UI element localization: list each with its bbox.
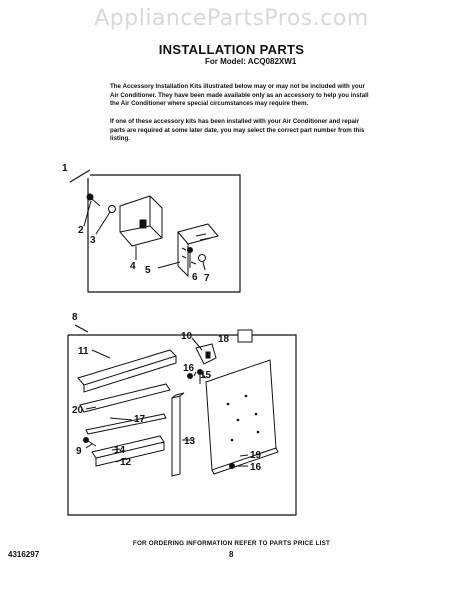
callout-4: 4: [130, 261, 136, 272]
callout-18: 18: [218, 334, 230, 345]
callout-3: 3: [90, 235, 96, 246]
intro-paragraph-2: If one of these accessory kits has been installed with your Air Conditioner and repair parts are required at some later date, you may select the correct part number from this listing.: [110, 118, 365, 143]
callout-14: 14: [114, 445, 126, 456]
callout-1: 1: [62, 163, 68, 174]
model-line: For Model: ACQ082XW1: [205, 57, 297, 66]
callout-12: 12: [120, 457, 132, 468]
callout-16b: 16: [250, 462, 262, 473]
page-title: INSTALLATION PARTS: [158, 42, 305, 57]
callout-13: 13: [184, 436, 196, 447]
callout-9: 9: [76, 446, 82, 457]
callout-19: 19: [250, 450, 262, 461]
callout-10: 10: [181, 331, 193, 342]
callout-2: 2: [78, 225, 84, 236]
callout-6: 6: [192, 272, 198, 283]
callout-5: 5: [145, 265, 151, 276]
watermark: AppliancePartsPros.com: [94, 6, 369, 31]
callout-17: 17: [134, 414, 146, 425]
footer-note: FOR ORDERING INFORMATION REFER TO PARTS PRICE LIST: [132, 540, 331, 547]
document-number: 4316297: [8, 550, 40, 559]
kit-8-parts: [78, 330, 278, 476]
callout-7: 7: [204, 273, 210, 284]
kit-1-parts: [84, 194, 218, 276]
callout-16a: 16: [183, 363, 195, 374]
callout-20: 20: [72, 405, 84, 416]
page-number: 8: [229, 550, 234, 559]
intro-paragraph-1: The Accessory Installation Kits illustrated below may or may not be included with your Air Conditioner. They have been made available only as an accessory to help you install the Air Conditioner where special circumstances may require them.: [110, 83, 369, 108]
callout-11: 11: [78, 346, 89, 357]
callout-15: 15: [200, 370, 212, 381]
callout-8: 8: [72, 312, 78, 323]
